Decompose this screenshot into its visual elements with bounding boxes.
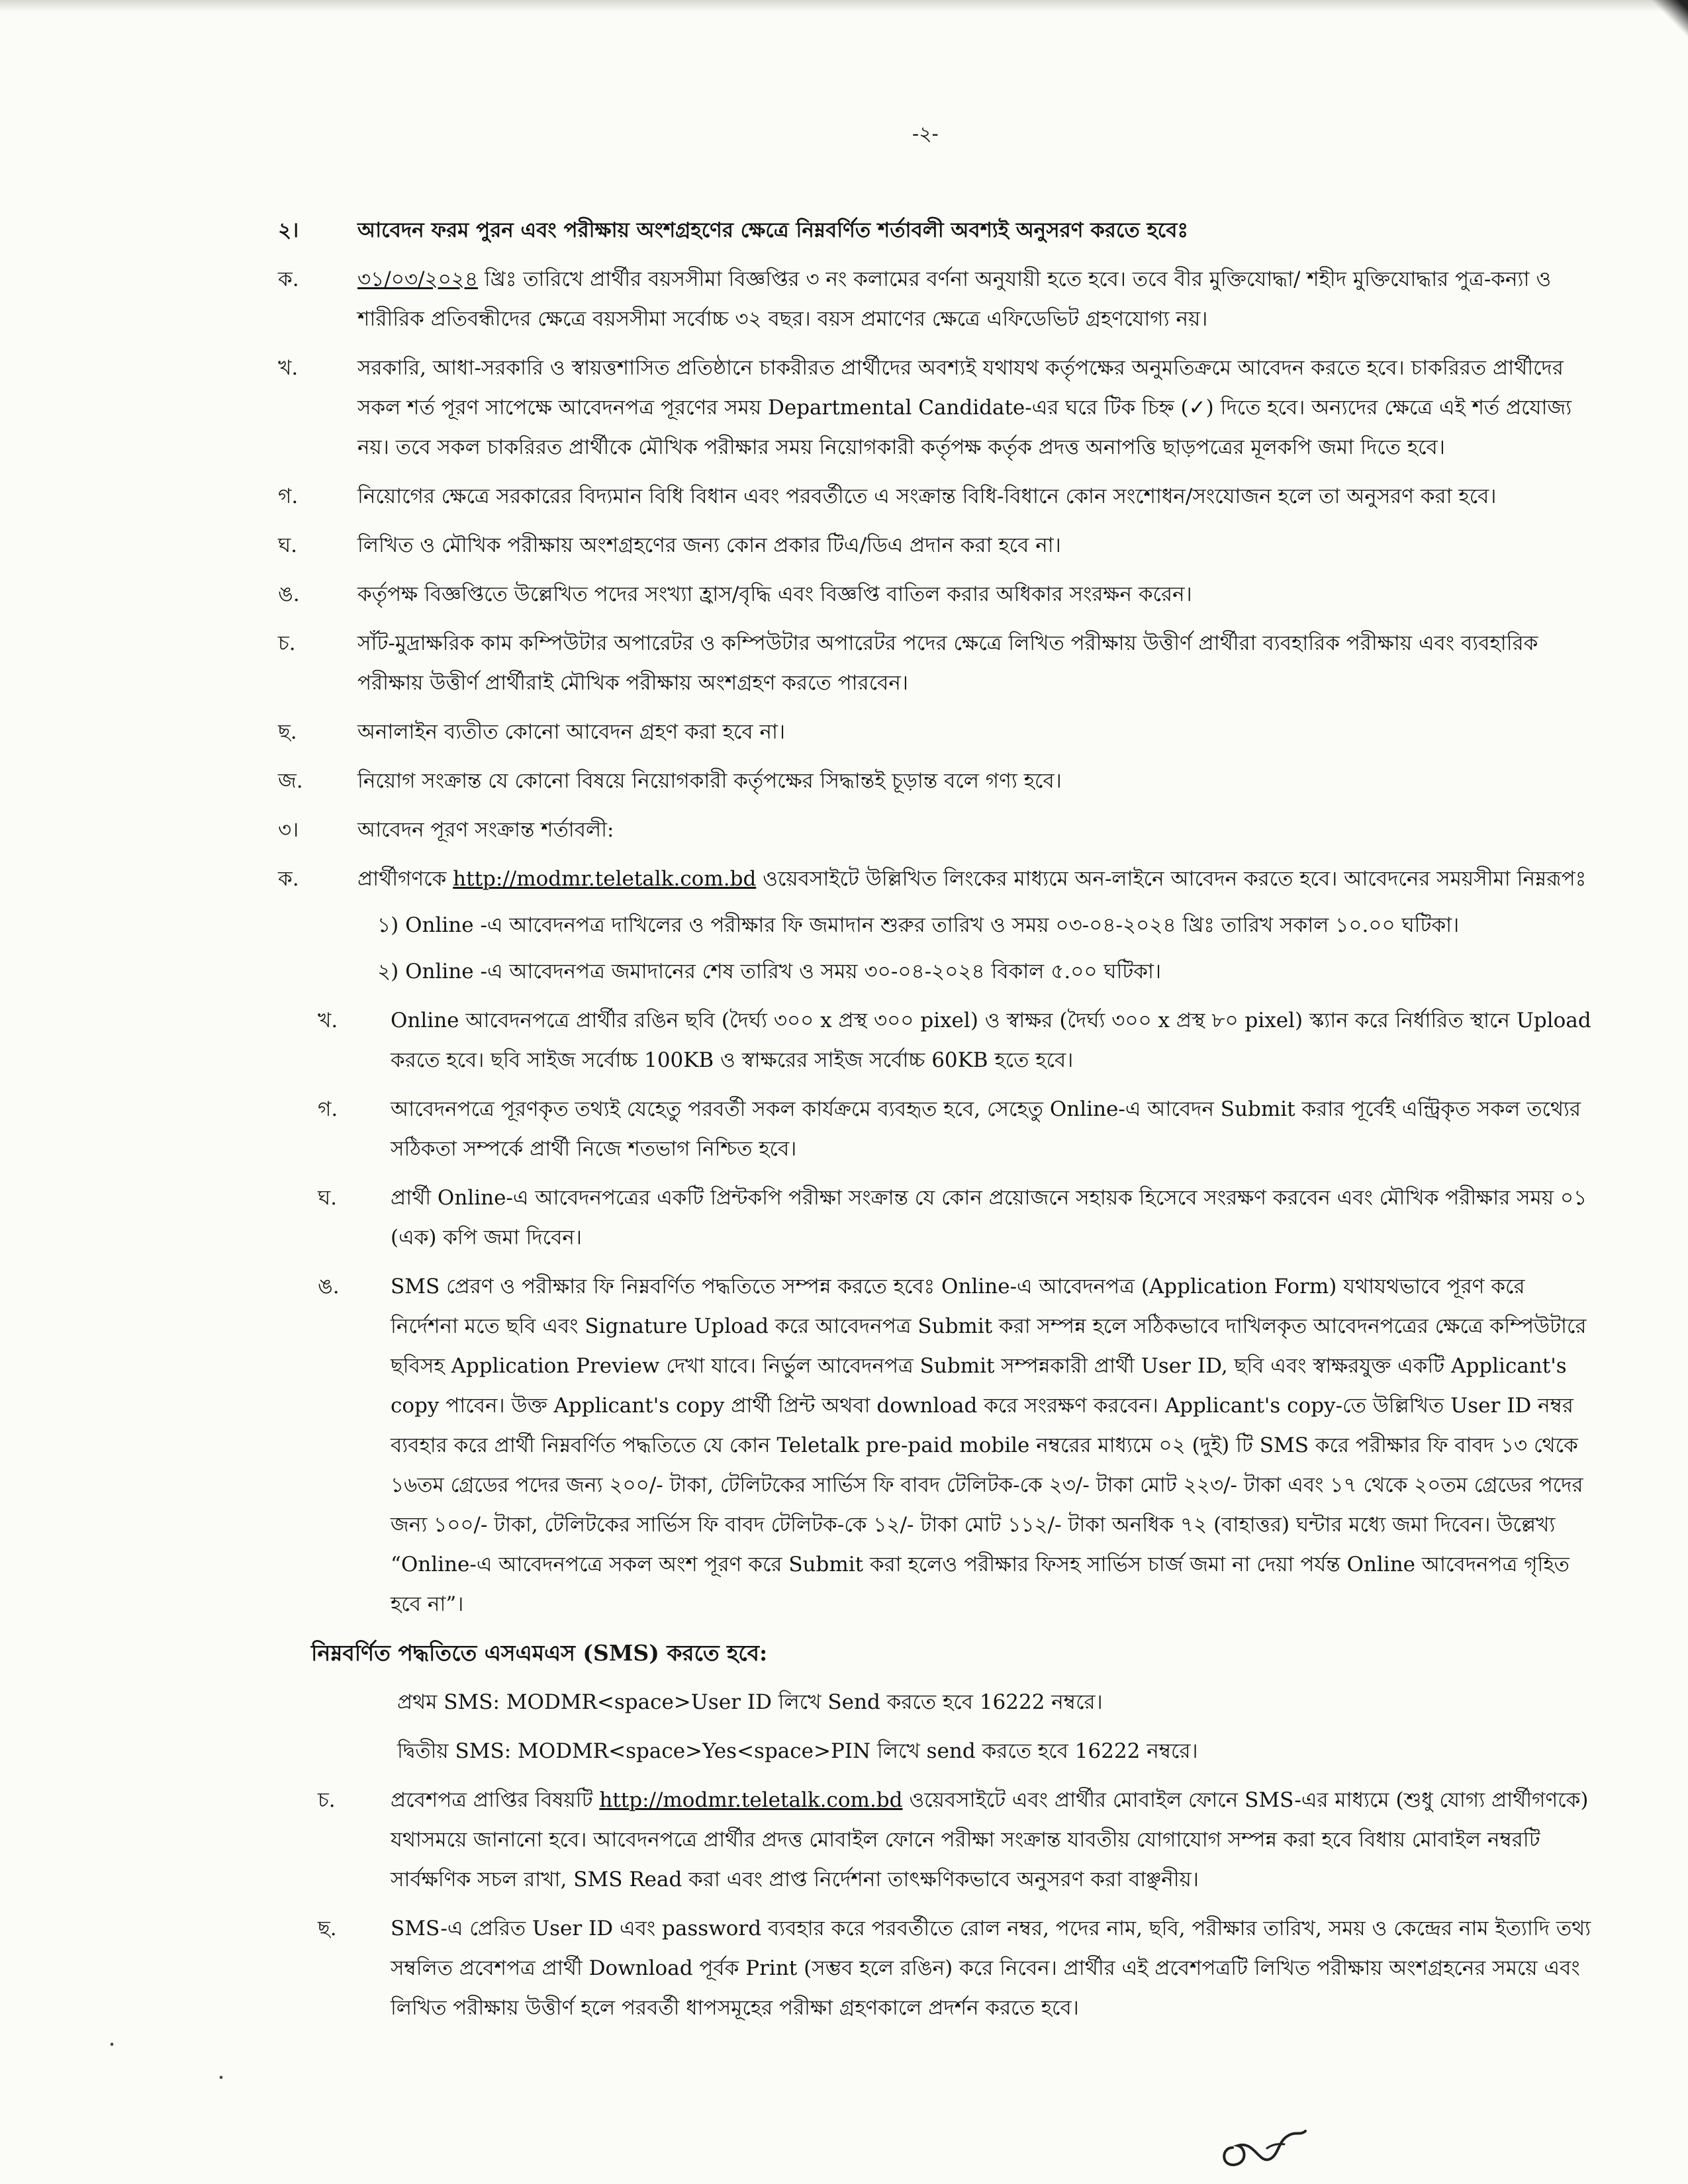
application-item xyxy=(278,1178,1595,1257)
item-marker: ছ. xyxy=(278,720,297,744)
item-marker: চ. xyxy=(318,1788,336,1812)
document-body xyxy=(278,210,1595,2037)
condition-item xyxy=(278,477,1595,516)
scan-corner-mark xyxy=(1648,0,1688,40)
date-text: ৩১/০৩/২০২৪ xyxy=(357,267,479,291)
item-text: SMS প্রেরণ ও পরীক্ষার ফি নিম্নবর্ণিত পদ্ধতিতে সম্পন্ন করতে হবেঃ Online-এ আবেদনপত্র (Application Form) যথাযথভাবে পূরণ করে নির্দেশনা মতে ছবি এবং Signature Upload করে আবেদনপত্র Submit করা সম্পন্ন হলে সঠিকভাবে দাখিলকৃত আবেদনপত্রের ক্ষেত্রে কম্পিউটারে ছবিসহ Application Preview দেখা যাবে। নির্ভুল আবেদনপত্র Submit সম্পন্নকারী প্রার্থী User ID, ছবি এবং স্বাক্ষরযুক্ত একটি Applicant's copy পাবেন। উক্ত Applicant's copy প্রার্থী প্রিন্ট অথবা download করে সংরক্ষণ করবেন। Applicant's copy-তে উল্লিখিত User ID নম্বর ব্যবহার করে প্রার্থী নিম্নবর্ণিত পদ্ধতিতে যে কোন Teletalk pre-paid mobile নম্বরের মাধ্যমে ০২ (দুই) টি SMS করে পরীক্ষার ফি বাবদ ১৩ থেকে ১৬তম গ্রেডের পদের জন্য ২০০/- টাকা, টেলিটকের সার্ভিস ফি বাবদ টেলিটক-কে ২৩/- টাকা মোট ২২৩/- টাকা এবং ১৭ থেকে ২০তম গ্রেডের পদের জন্য ১০০/- টাকা, টেলিটকের সার্ভিস ফি বাবদ টেলিটক-কে ১২/- টাকা মোট ১১২/- টাকা অনধিক ৭২ (বাহাত্তর) ঘন্টার মধ্যে জমা দিবেন। উল্লেখ্য “Online-এ আবেদনপত্রে সকল অংশ পূরণ করে Submit করা হলেও পরীক্ষার ফিসহ সার্ভিস চার্জ জমা না দেয়া পর্যন্ত Online আবেদনপত্র গৃহিত হবে না”। xyxy=(391,1275,1587,1616)
sms-first-instruction: প্রথম SMS: MODMR<space>User ID লিখে Send করতে হবে 16222 নম্বরে। xyxy=(397,1690,1103,1714)
condition-item xyxy=(278,761,1595,801)
item-text: ওয়েবসাইটে এবং প্রার্থীর মোবাইল ফোনে SMS-এর মাধ্যমে (শুধু যোগ্য প্রার্থীগণকে) যথাসময়ে জানানো হবে। আবেদনপত্রে প্রার্থীর প্রদত্ত মোবাইল ফোনে পরীক্ষা সংক্রান্ত যাবতীয় যোগাযোগ সম্পন্ন করা হবে বিধায় মোবাইল নম্বরটি সার্বক্ষণিক সচল রাখা, SMS Read করা এবং প্রাপ্ত নির্দেশনা তাৎক্ষণিকভাবে অনুসরণ করা বাঞ্ছনীয়। xyxy=(391,1788,1589,1891)
condition-item xyxy=(278,574,1595,614)
item-marker: ঙ. xyxy=(318,1275,340,1298)
item-text: আবেদনপত্রে পূরণকৃত তথ্যই যেহেতু পরবর্তী সকল কার্যক্রমে ব্যবহৃত হবে, সেহেতু Online-এ আবেদন Submit করার পূর্বেই এন্ট্রিকৃত সকল তথ্যের সঠিকতা সম্পর্কে প্রার্থী নিজে শতভাগ নিশ্চিত হবে। xyxy=(391,1097,1581,1161)
item-text: সরকারি, আধা-সরকারি ও স্বায়ত্তশাসিত প্রতিষ্ঠানে চাকরীরত প্রার্থীদের অবশ্যই যথাযথ কর্তৃপক্ষের অনুমতিক্রমে আবেদন করতে হবে। চাকরিরত প্রার্থীদের সকল শর্ত পূরণ সাপেক্ষে আবেদনপত্র পূরণের সময় Departmental Candidate-এর ঘরে টিক চিহ্ন (✓) দিতে হবে। অন্যদের ক্ষেত্রে এই শর্ত প্রযোজ্য নয়। তবে সকল চাকরিরত প্রার্থীকে মৌখিক পরীক্ষার সময় নিয়োগকারী কর্তৃপক্ষ কর্তৃক প্রদত্ত অনাপত্তি ছাড়পত্রের মূলকপি জমা দিতে হবে। xyxy=(357,356,1572,459)
item-text: প্রার্থীগণকে xyxy=(357,867,453,891)
section-2-heading xyxy=(278,210,1595,250)
scan-edge xyxy=(0,0,1688,12)
section-marker: ২। xyxy=(278,218,299,242)
section-heading-text: আবেদন পূরণ সংক্রান্ত শর্তাবলী: xyxy=(357,818,614,842)
item-text: Online আবেদনপত্রে প্রার্থীর রঙিন ছবি (দৈর্ঘ্য ৩০০ x প্রস্থ ৩০০ pixel) ও স্বাক্ষর (দৈর্ঘ্য ৩০০ x প্রস্থ ৮০ pixel) স্ক্যান করে নির্ধারিত স্থানে Upload করতে হবে। ছবি সাইজ সর্বোচ্চ 100KB ও স্বাক্ষরের সাইজ সর্বোচ্চ 60KB হতে হবে। xyxy=(391,1009,1591,1072)
item-marker: ক. xyxy=(278,267,299,291)
condition-item xyxy=(278,259,1595,339)
timeline-start: ১) Online -এ আবেদনপত্র দাখিলের ও পরীক্ষার ফি জমাদান শুরুর তারিখ ও সময় ০৩-০৪-২০২৪ খ্রিঃ তারিখ সকাল ১০.০০ ঘটিকা। xyxy=(377,913,1460,937)
item-text: নিয়োগের ক্ষেত্রে সরকারের বিদ্যমান বিধি বিধান এবং পরবর্তীতে এ সংক্রান্ত বিধি-বিধানে কোন সংশোধন/সংযোজন হলে তা অনুসরণ করা হবে। xyxy=(357,484,1497,508)
item-text: নিয়োগ সংক্রান্ত যে কোনো বিষয়ে নিয়োগকারী কর্তৃপক্ষের সিদ্ধান্তই চূড়ান্ত বলে গণ্য হবে। xyxy=(357,769,1062,793)
section-3-heading xyxy=(278,810,1595,850)
item-text: অনালাইন ব্যতীত কোনো আবেদন গ্রহণ করা হবে না। xyxy=(357,720,786,744)
admit-card-item xyxy=(278,1780,1595,1899)
application-item xyxy=(278,1267,1595,1624)
admit-card-item xyxy=(278,1909,1595,2028)
item-marker: গ. xyxy=(318,1097,338,1121)
item-marker: ঘ. xyxy=(318,1186,338,1210)
application-item xyxy=(278,859,1595,991)
sms-section-title: নিম্নবর্ণিত পদ্ধতিতে এসএমএস (SMS) করতে হবে: xyxy=(311,1640,768,1666)
item-marker: ক. xyxy=(278,867,299,891)
item-marker: গ. xyxy=(278,484,299,508)
condition-item xyxy=(278,525,1595,565)
item-text: ওয়েবসাইটে উল্লিখিত লিংকের মাধ্যমে অন-লাইনে আবেদন করতে হবে। আবেদনের সময়সীমা নিম্নরূপঃ xyxy=(756,867,1587,891)
item-marker: খ. xyxy=(318,1009,338,1032)
item-text: সাঁট-মুদ্রাক্ষরিক কাম কম্পিউটার অপারেটর ও কম্পিউটার অপারেটর পদের ক্ষেত্রে লিখিত পরীক্ষায় উত্তীর্ণ প্রার্থীরা ব্যবহারিক পরীক্ষায় এবং ব্যবহারিক পরীক্ষায় উত্তীর্ণ প্রার্থীরাই মৌখিক পরীক্ষায় অংশগ্রহণ করতে পারবেন। xyxy=(357,631,1538,695)
website-link[interactable]: http://modmr.teletalk.com.bd xyxy=(599,1788,903,1812)
section-marker: ৩। xyxy=(278,818,299,842)
item-marker: ঙ. xyxy=(278,582,300,606)
section-heading-text: আবেদন ফরম পুরন এবং পরীক্ষায় অংশগ্রহণের ক্ষেত্রে নিম্নবর্ণিত শর্তাবলী অবশ্যই অনুসরণ করতে হবেঃ xyxy=(357,218,1189,242)
application-item xyxy=(278,1001,1595,1080)
timeline-end: ২) Online -এ আবেদনপত্র জমাদানের শেষ তারিখ ও সময় ৩০-০৪-২০২৪ বিকাল ৫.০০ ঘটিকা। xyxy=(377,960,1162,983)
scan-dot: ꞏ xyxy=(218,2068,224,2088)
item-text: কর্তৃপক্ষ বিজ্ঞপ্তিতে উল্লেখিত পদের সংখ্যা হ্রাস/বৃদ্ধি এবং বিজ্ঞপ্তি বাতিল করার অধিকার সংরক্ষন করেন। xyxy=(357,582,1192,606)
item-marker: ছ. xyxy=(318,1917,337,1940)
item-text: খ্রিঃ তারিখে প্রার্থীর বয়সসীমা বিজ্ঞপ্তির ৩ নং কলামের বর্ণনা অনুযায়ী হতে হবে। তবে বীর মুক্তিযোদ্ধা/ শহীদ মুক্তিযোদ্ধার পুত্র-কন্যা ও শারীরিক প্রতিবন্ধীদের ক্ষেত্রে বয়সসীমা সর্বোচ্চ ৩২ বছর। বয়স প্রমাণের ক্ষেত্রে এফিডেভিট গ্রহণযোগ্য নয়। xyxy=(357,267,1552,331)
condition-item xyxy=(278,348,1595,467)
item-marker: ঘ. xyxy=(278,533,298,557)
application-item xyxy=(278,1089,1595,1169)
condition-item xyxy=(278,623,1595,703)
item-marker: খ. xyxy=(278,356,299,380)
website-link[interactable]: http://modmr.teletalk.com.bd xyxy=(453,867,757,891)
item-text: প্রার্থী Online-এ আবেদনপত্রের একটি প্রিন্টকপি পরীক্ষা সংক্রান্ত যে কোন প্রয়োজনে সহায়ক হিসেবে সংরক্ষণ করবেন এবং মৌখিক পরীক্ষার সময় ০১ (এক) কপি জমা দিবেন। xyxy=(391,1186,1587,1250)
item-text: লিখিত ও মৌখিক পরীক্ষায় অংশগ্রহণের জন্য কোন প্রকার টিএ/ডিএ প্রদান করা হবে না। xyxy=(357,533,1061,557)
item-marker: চ. xyxy=(278,631,296,655)
item-marker: জ. xyxy=(278,769,303,793)
scan-dot: ꞏ xyxy=(109,2035,115,2055)
item-text: প্রবেশপত্র প্রাপ্তির বিষয়টি xyxy=(391,1788,600,1812)
item-text: SMS-এ প্রেরিত User ID এবং password ব্যবহার করে পরবর্তীতে রোল নম্বর, পদের নাম, ছবি, পরীক্ষার তারিখ, সময় ও কেন্দ্রের নাম ইত্যাদি তথ্য সম্বলিত প্রবেশপত্র প্রার্থী Download পূর্বক Print (সম্ভব হলে রঙিন) করে নিবেন। প্রার্থীর এই প্রবেশপত্রটি লিখিত পরীক্ষায় অংশগ্রহনের সময়ে এবং লিখিত পরীক্ষায় উত্তীর্ণ হলে পরবর্তী ধাপসমূহের পরীক্ষা গ্রহণকালে প্রদর্শন করতে হবে। xyxy=(391,1917,1591,2020)
sms-second-instruction: দ্বিতীয় SMS: MODMR<space>Yes<space>PIN লিখে send করতে হবে 16222 নম্বরে। xyxy=(397,1739,1198,1763)
condition-item xyxy=(278,712,1595,752)
signature-mark xyxy=(1218,2118,1317,2171)
page-number: -২- xyxy=(912,122,939,146)
